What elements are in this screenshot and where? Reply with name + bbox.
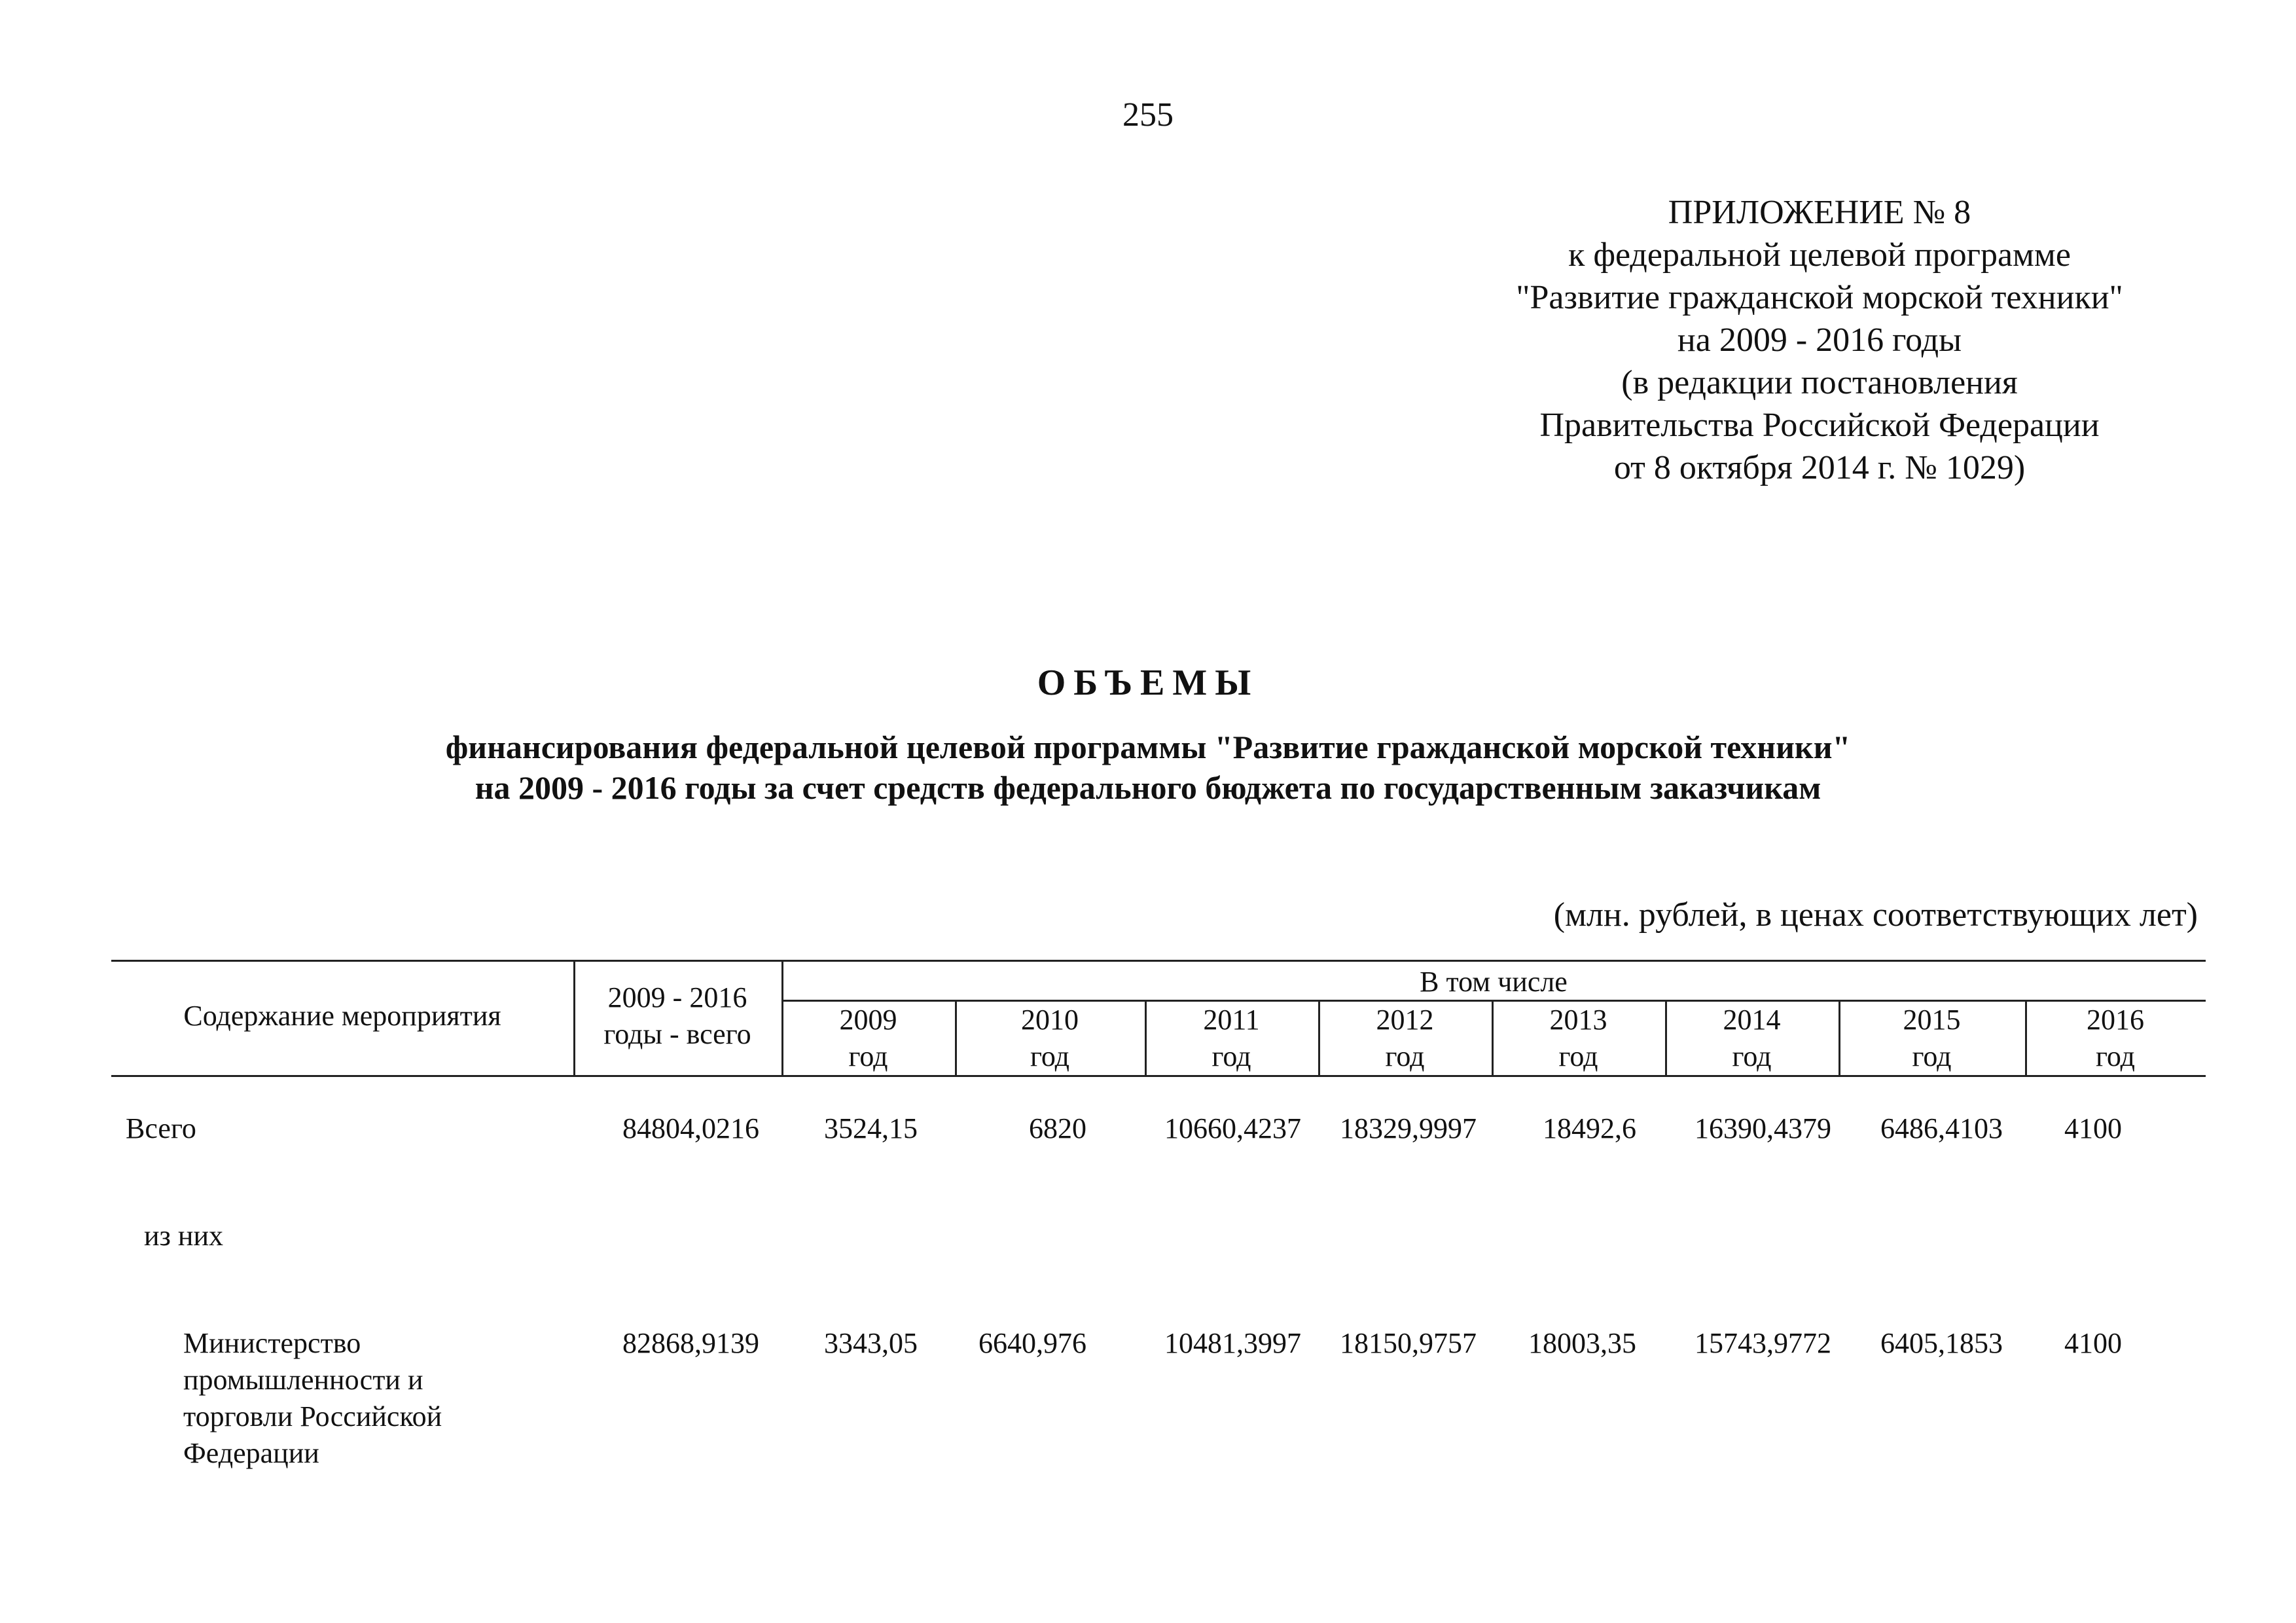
header-year-word: год [1558,1040,1598,1072]
row-value-2010: 6820 [1029,1112,1086,1144]
header-year-value: 2016 [2087,1004,2144,1036]
row-value-2015: 6486,4103 [1880,1112,2003,1144]
row-total: 84804,0216 [622,1112,759,1144]
row-label-line: Всего [126,1112,196,1144]
row-value-2014: 15743,9772 [1695,1327,1831,1359]
header-bottom-rule [111,1075,2206,1077]
header-year-word: год [1030,1040,1070,1072]
appendix-line: Правительства Российской Федерации [1539,407,2100,444]
row-value-2014: 16390,4379 [1695,1112,1831,1144]
header-year-value: 2012 [1376,1004,1434,1036]
header-year-value: 2014 [1723,1004,1781,1036]
row-value-2016: 4100 [2064,1327,2122,1359]
header-year-word: год [1912,1040,1952,1072]
header-activity: Содержание мероприятия [183,1000,501,1032]
header-year-value: 2009 [839,1004,897,1036]
appendix-line: на 2009 - 2016 годы [1677,321,1962,359]
appendix-header [1460,191,2179,489]
document-subtitle [0,727,2296,808]
header-year-2012 [1318,1002,1492,1075]
header-total-line: годы - всего [603,1018,751,1050]
appendix-line: "Развитие гражданской морской техники" [1516,279,2123,316]
row-value-2011: 10660,4237 [1164,1112,1301,1144]
header-year-word: год [1211,1040,1251,1072]
header-year-2015 [1839,1002,2025,1075]
header-year-2016 [2025,1002,2206,1075]
header-year-2014 [1665,1002,1839,1075]
header-year-word: год [1732,1040,1772,1072]
row-label-line: торговли Российской [183,1400,442,1432]
row-label [183,1325,442,1472]
row-total: 82868,9139 [622,1327,759,1359]
header-year-word: год [848,1040,888,1072]
row-value-2009: 3343,05 [824,1327,918,1359]
header-year-value: 2010 [1021,1004,1079,1036]
row-label [144,1218,223,1254]
header-year-word: год [2095,1040,2136,1072]
row-value-2011: 10481,3997 [1164,1327,1301,1359]
row-label [126,1110,196,1147]
row-value-2009: 3524,15 [824,1112,918,1144]
row-value-2016: 4100 [2064,1112,2122,1144]
header-total-line: 2009 - 2016 [607,981,747,1013]
row-label-line: из них [144,1220,224,1252]
appendix-line: от 8 октября 2014 г. № 1029) [1613,449,2026,486]
header-year-2013 [1492,1002,1665,1075]
row-value-2015: 6405,1853 [1880,1327,2003,1359]
row-value-2010: 6640,976 [978,1327,1086,1359]
table-top-rule [111,960,2206,962]
subtitle-line: финансирования федеральной целевой программы "Развитие гражданской морской техники" [445,729,1851,765]
row-label-line: промышленности и [183,1364,423,1396]
row-value-2012: 18329,9997 [1340,1112,1477,1144]
page-number: 255 [1122,96,1174,134]
header-year-word: год [1385,1040,1425,1072]
header-year-value: 2015 [1903,1004,1961,1036]
header-including: В том числе [1420,966,1568,998]
row-label-line: Федерации [183,1437,319,1469]
header-year-value: 2011 [1203,1004,1260,1036]
header-year-2010 [955,1002,1145,1075]
header-year-2011 [1145,1002,1318,1075]
document-title: ОБЪЕМЫ [1037,663,1259,703]
row-label-line: Министерство [183,1327,361,1359]
header-year-value: 2013 [1549,1004,1607,1036]
row-value-2012: 18150,9757 [1340,1327,1477,1359]
funding-table [111,956,2206,1469]
appendix-line: ПРИЛОЖЕНИЕ № 8 [1668,194,1971,231]
header-year-2009 [781,1002,955,1075]
units-note: (млн. рублей, в ценах соответствующих лет) [1553,896,2198,934]
subtitle-line: на 2009 - 2016 годы за счет средств федерального бюджета по государственным заказчикам [475,769,1821,806]
appendix-line: (в редакции постановления [1621,364,2018,401]
row-value-2013: 18003,35 [1528,1327,1636,1359]
header-total [573,979,781,1053]
row-value-2013: 18492,6 [1543,1112,1636,1144]
appendix-line: к федеральной целевой программе [1568,236,2071,274]
